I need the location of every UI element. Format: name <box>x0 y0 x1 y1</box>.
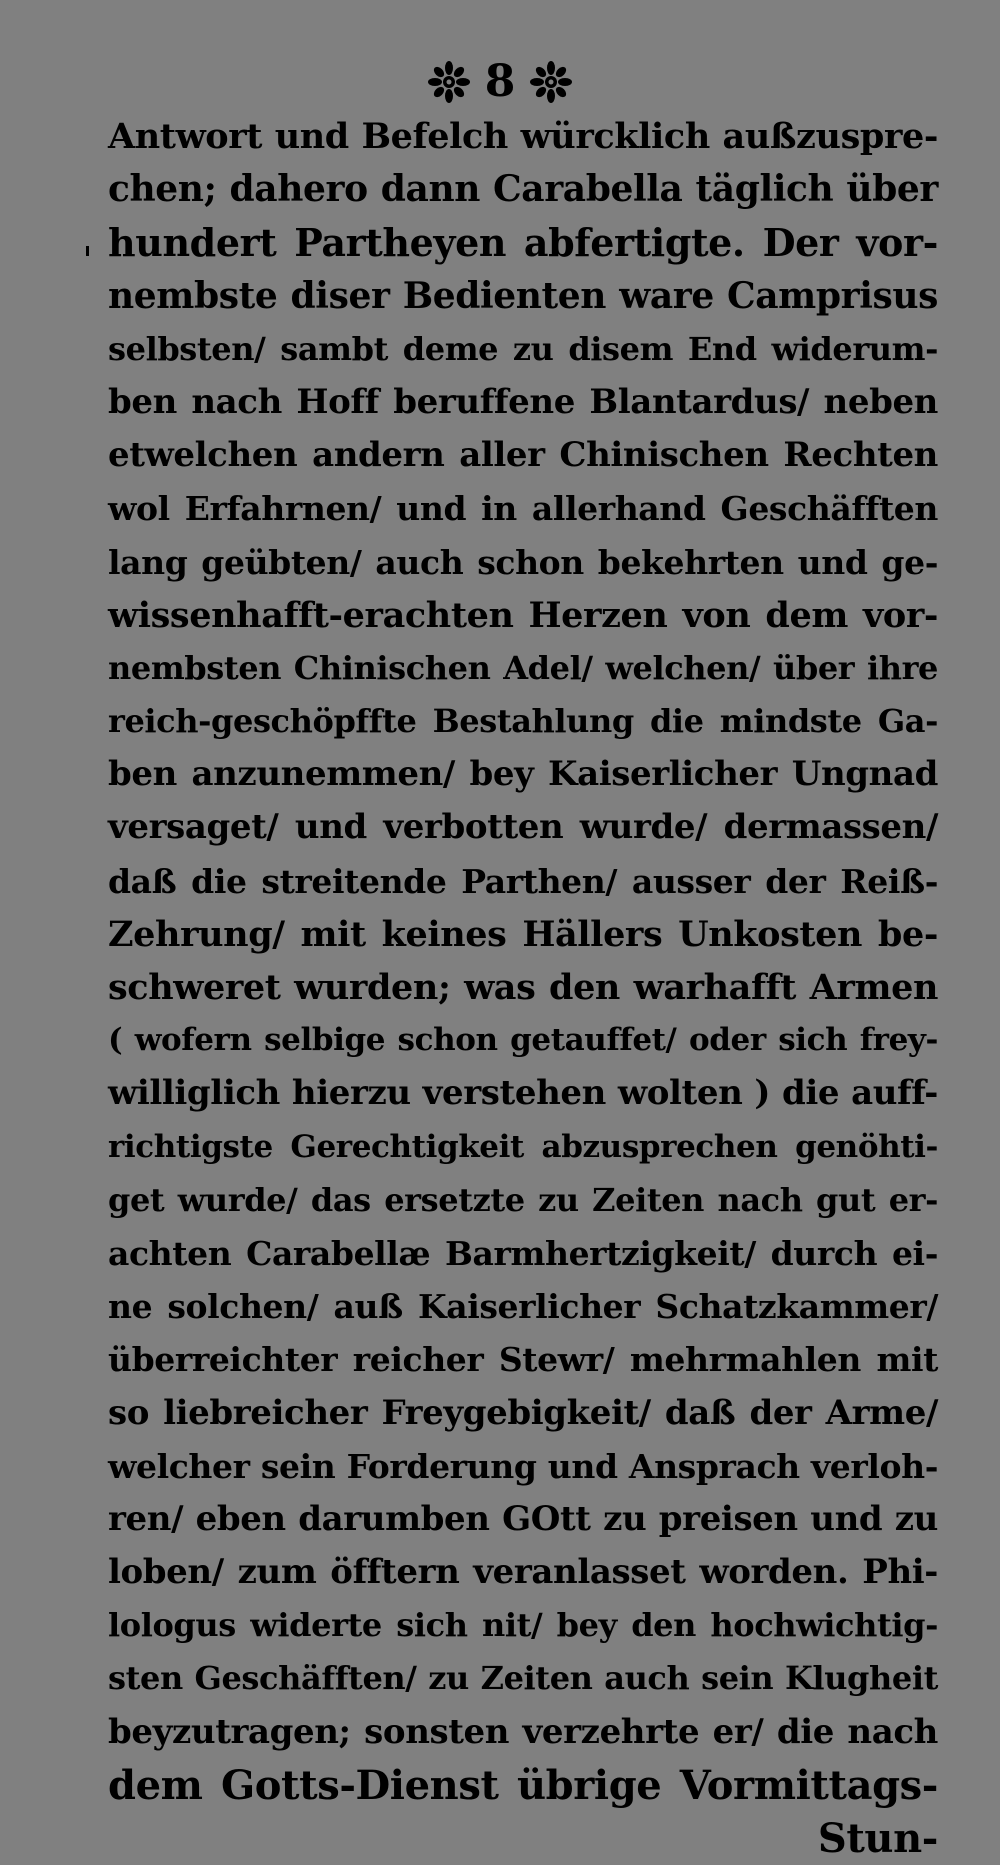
text-line: Zehrung/ mit keines Hällers Unkosten be- <box>108 913 938 955</box>
text-line: so liebreicher Freygebigkeit/ daß der Arme/ <box>108 1392 938 1433</box>
print-speck <box>86 246 89 256</box>
floral-ornament-icon <box>427 60 471 104</box>
text-line: reich-geschöpffte Bestahlung die mindste Ga- <box>108 702 938 741</box>
text-line: dem Gotts-Dienst übrige Vormittags- <box>108 1761 938 1809</box>
text-line: etwelchen andern aller Chinischen Rechten <box>108 435 938 476</box>
text-line: ne solchen/ auß Kaiserlicher Schatzkammer/ <box>108 1287 938 1327</box>
text-line: lang geübten/ auch schon bekehrten und ge- <box>108 542 938 582</box>
page-header <box>0 54 1000 110</box>
text-line: get wurde/ das ersetzte zu Zeiten nach gut er- <box>108 1180 938 1219</box>
text-line: ren/ eben darumben GOtt zu preisen und zu <box>108 1498 938 1539</box>
text-line: hundert Partheyen abfertigte. Der vor- <box>108 220 938 266</box>
text-line: chen; dahero dann Carabella täglich über <box>108 168 938 211</box>
text-line: wissenhafft-erachten Herzen von dem vor- <box>108 594 938 636</box>
text-line: selbsten/ sambt deme zu disem End widerum- <box>108 329 938 368</box>
text-line: ben nach Hoff beruffene Blantardus/ neben <box>108 381 938 422</box>
text-line: versaget/ und verbotten wurde/ dermassen/ <box>108 807 938 848</box>
text-line: daß die streitende Parthen/ ausser der Reiß- <box>108 861 938 901</box>
catchword: Stun- <box>817 1815 938 1862</box>
page-number: 8 <box>484 56 516 107</box>
text-line: Antwort und Befelch würcklich außzuspre- <box>108 116 938 157</box>
text-line: loben/ zum öfftern veranlasset worden. Phi- <box>108 1552 938 1593</box>
text-line: williglich hierzu verstehen wolten ) die auff- <box>108 1073 938 1114</box>
text-line: nembsten Chinischen Adel/ welchen/ über ihre <box>108 648 938 687</box>
floral-ornament-icon <box>529 60 573 104</box>
text-line: welcher sein Forderung und Ansprach verloh- <box>108 1446 938 1486</box>
text-line: schweret wurden; was den warhafft Armen <box>108 967 938 1008</box>
text-line: ( wofern selbige schon getauffet/ oder sich frey- <box>108 1022 938 1059</box>
body-text <box>108 110 938 1865</box>
text-line: richtigste Gerechtigkeit abzusprechen genöhti- <box>108 1128 938 1165</box>
text-line: sten Geschäfften/ zu Zeiten auch sein Klugheit <box>108 1659 938 1698</box>
text-line: achten Carabellæ Barmhertzigkeit/ durch ei- <box>108 1233 938 1273</box>
text-line: lologus widerte sich nit/ bey den hochwichtig- <box>108 1606 938 1645</box>
text-line: nembste diser Bedienten ware Camprisus <box>108 274 938 317</box>
text-line: beyzutragen; sonsten verzehrte er/ die nach <box>108 1711 938 1752</box>
text-line: wol Erfahrnen/ und in allerhand Geschäfften <box>108 489 938 529</box>
text-line: überreichter reicher Stewr/ mehrmahlen mit <box>108 1340 938 1380</box>
text-line: ben anzunemmen/ bey Kaiserlicher Ungnad <box>108 754 938 795</box>
